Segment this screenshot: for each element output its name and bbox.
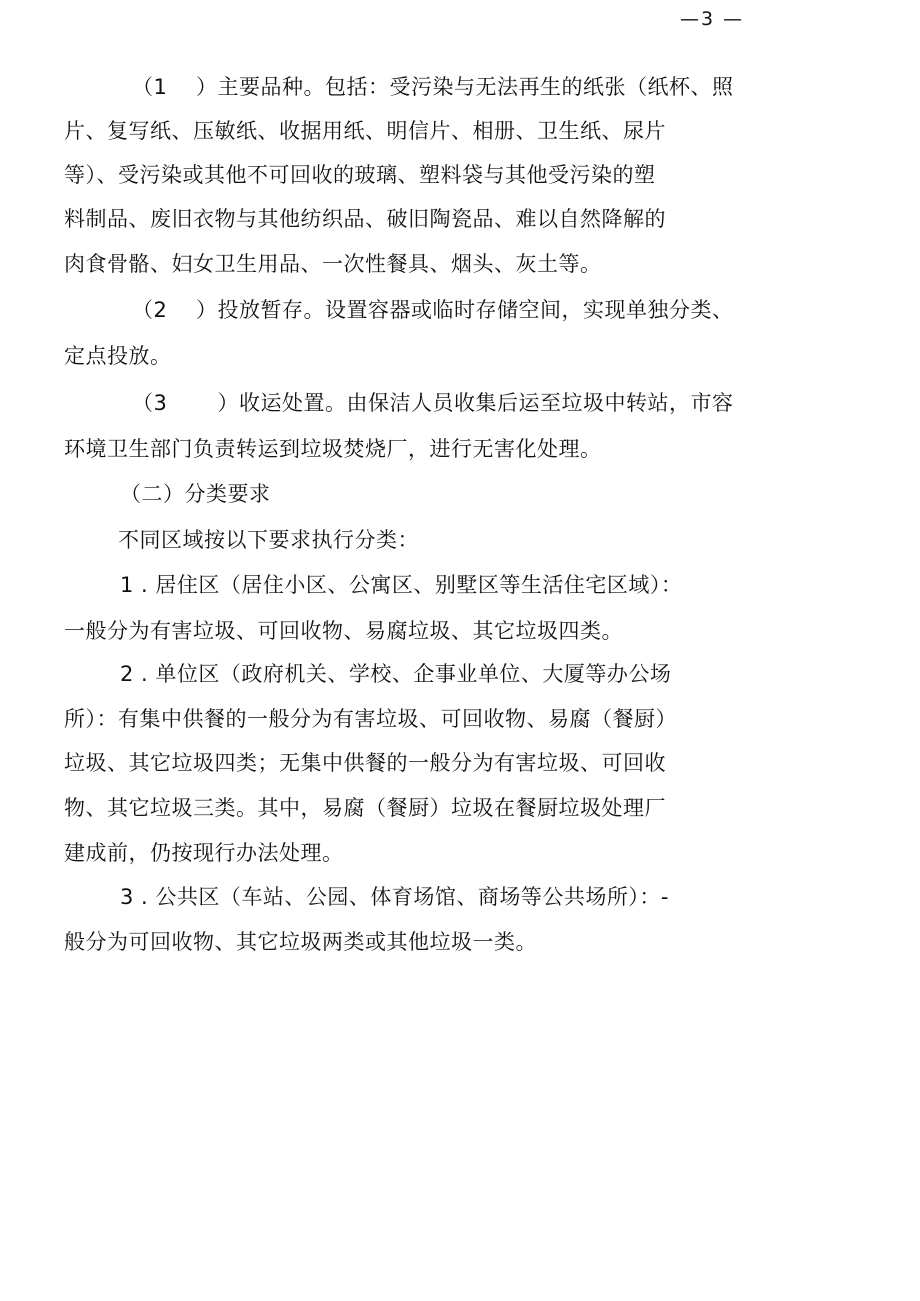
list-item-line: 3 . 公共区（车站、公园、体育场馆、商场等公共场所）：- [120, 885, 669, 909]
list-item-line: 1 . 居住区（居住小区、公寓区、别墅区等生活住宅区域）： [120, 573, 683, 597]
paragraph-line: 等）、受污染或其他不可回收的玻璃、塑料袋与其他受污染的塑 [64, 163, 656, 187]
paragraph-line: 垃圾、其它垃圾四类；无集中供餐的一般分为有害垃圾、可回收 [64, 751, 666, 775]
section-heading: （二）分类要求 [120, 482, 271, 506]
paragraph-line: 料制品、废旧衣物与其他纺织品、破旧陶瓷品、难以自然降解的 [64, 207, 666, 231]
paragraph-line: 肉食骨骼、妇女卫生用品、一次性餐具、烟头、灰土等。 [64, 252, 602, 276]
paragraph-line: 片、复写纸、压敏纸、收据用纸、明信片、相册、卫生纸、尿片 [64, 119, 666, 143]
list-item-line: 2 . 单位区（政府机关、学校、企事业单位、大厦等办公场 [120, 662, 672, 686]
paragraph-line: （2 ）投放暂存。设置容器或临时存储空间，实现单独分类、 [132, 298, 734, 322]
paragraph-line: 所）：有集中供餐的一般分为有害垃圾、可回收物、易腐（餐厨） [64, 707, 677, 731]
paragraph-line: （1 ）主要品种。包括：受污染与无法再生的纸张（纸杯、照 [132, 75, 734, 99]
paragraph-line: 物、其它垃圾三类。其中，易腐（餐厨）垃圾在餐厨垃圾处理厂 [64, 796, 666, 820]
paragraph-line: （3 ）收运处置。由保洁人员收集后运至垃圾中转站，市容 [132, 391, 734, 415]
paragraph-line: 般分为可回收物、其它垃圾两类或其他垃圾一类。 [64, 930, 537, 954]
page-number: —3 — [680, 8, 745, 30]
paragraph-line: 建成前，仍按现行办法处理。 [64, 841, 344, 865]
paragraph-line: 不同区域按以下要求执行分类： [118, 528, 419, 552]
paragraph-line: 定点投放。 [64, 344, 172, 368]
paragraph-line: 环境卫生部门负责转运到垃圾焚烧厂，进行无害化处理。 [64, 437, 602, 461]
paragraph-line: 一般分为有害垃圾、可回收物、易腐垃圾、其它垃圾四类。 [64, 619, 623, 643]
